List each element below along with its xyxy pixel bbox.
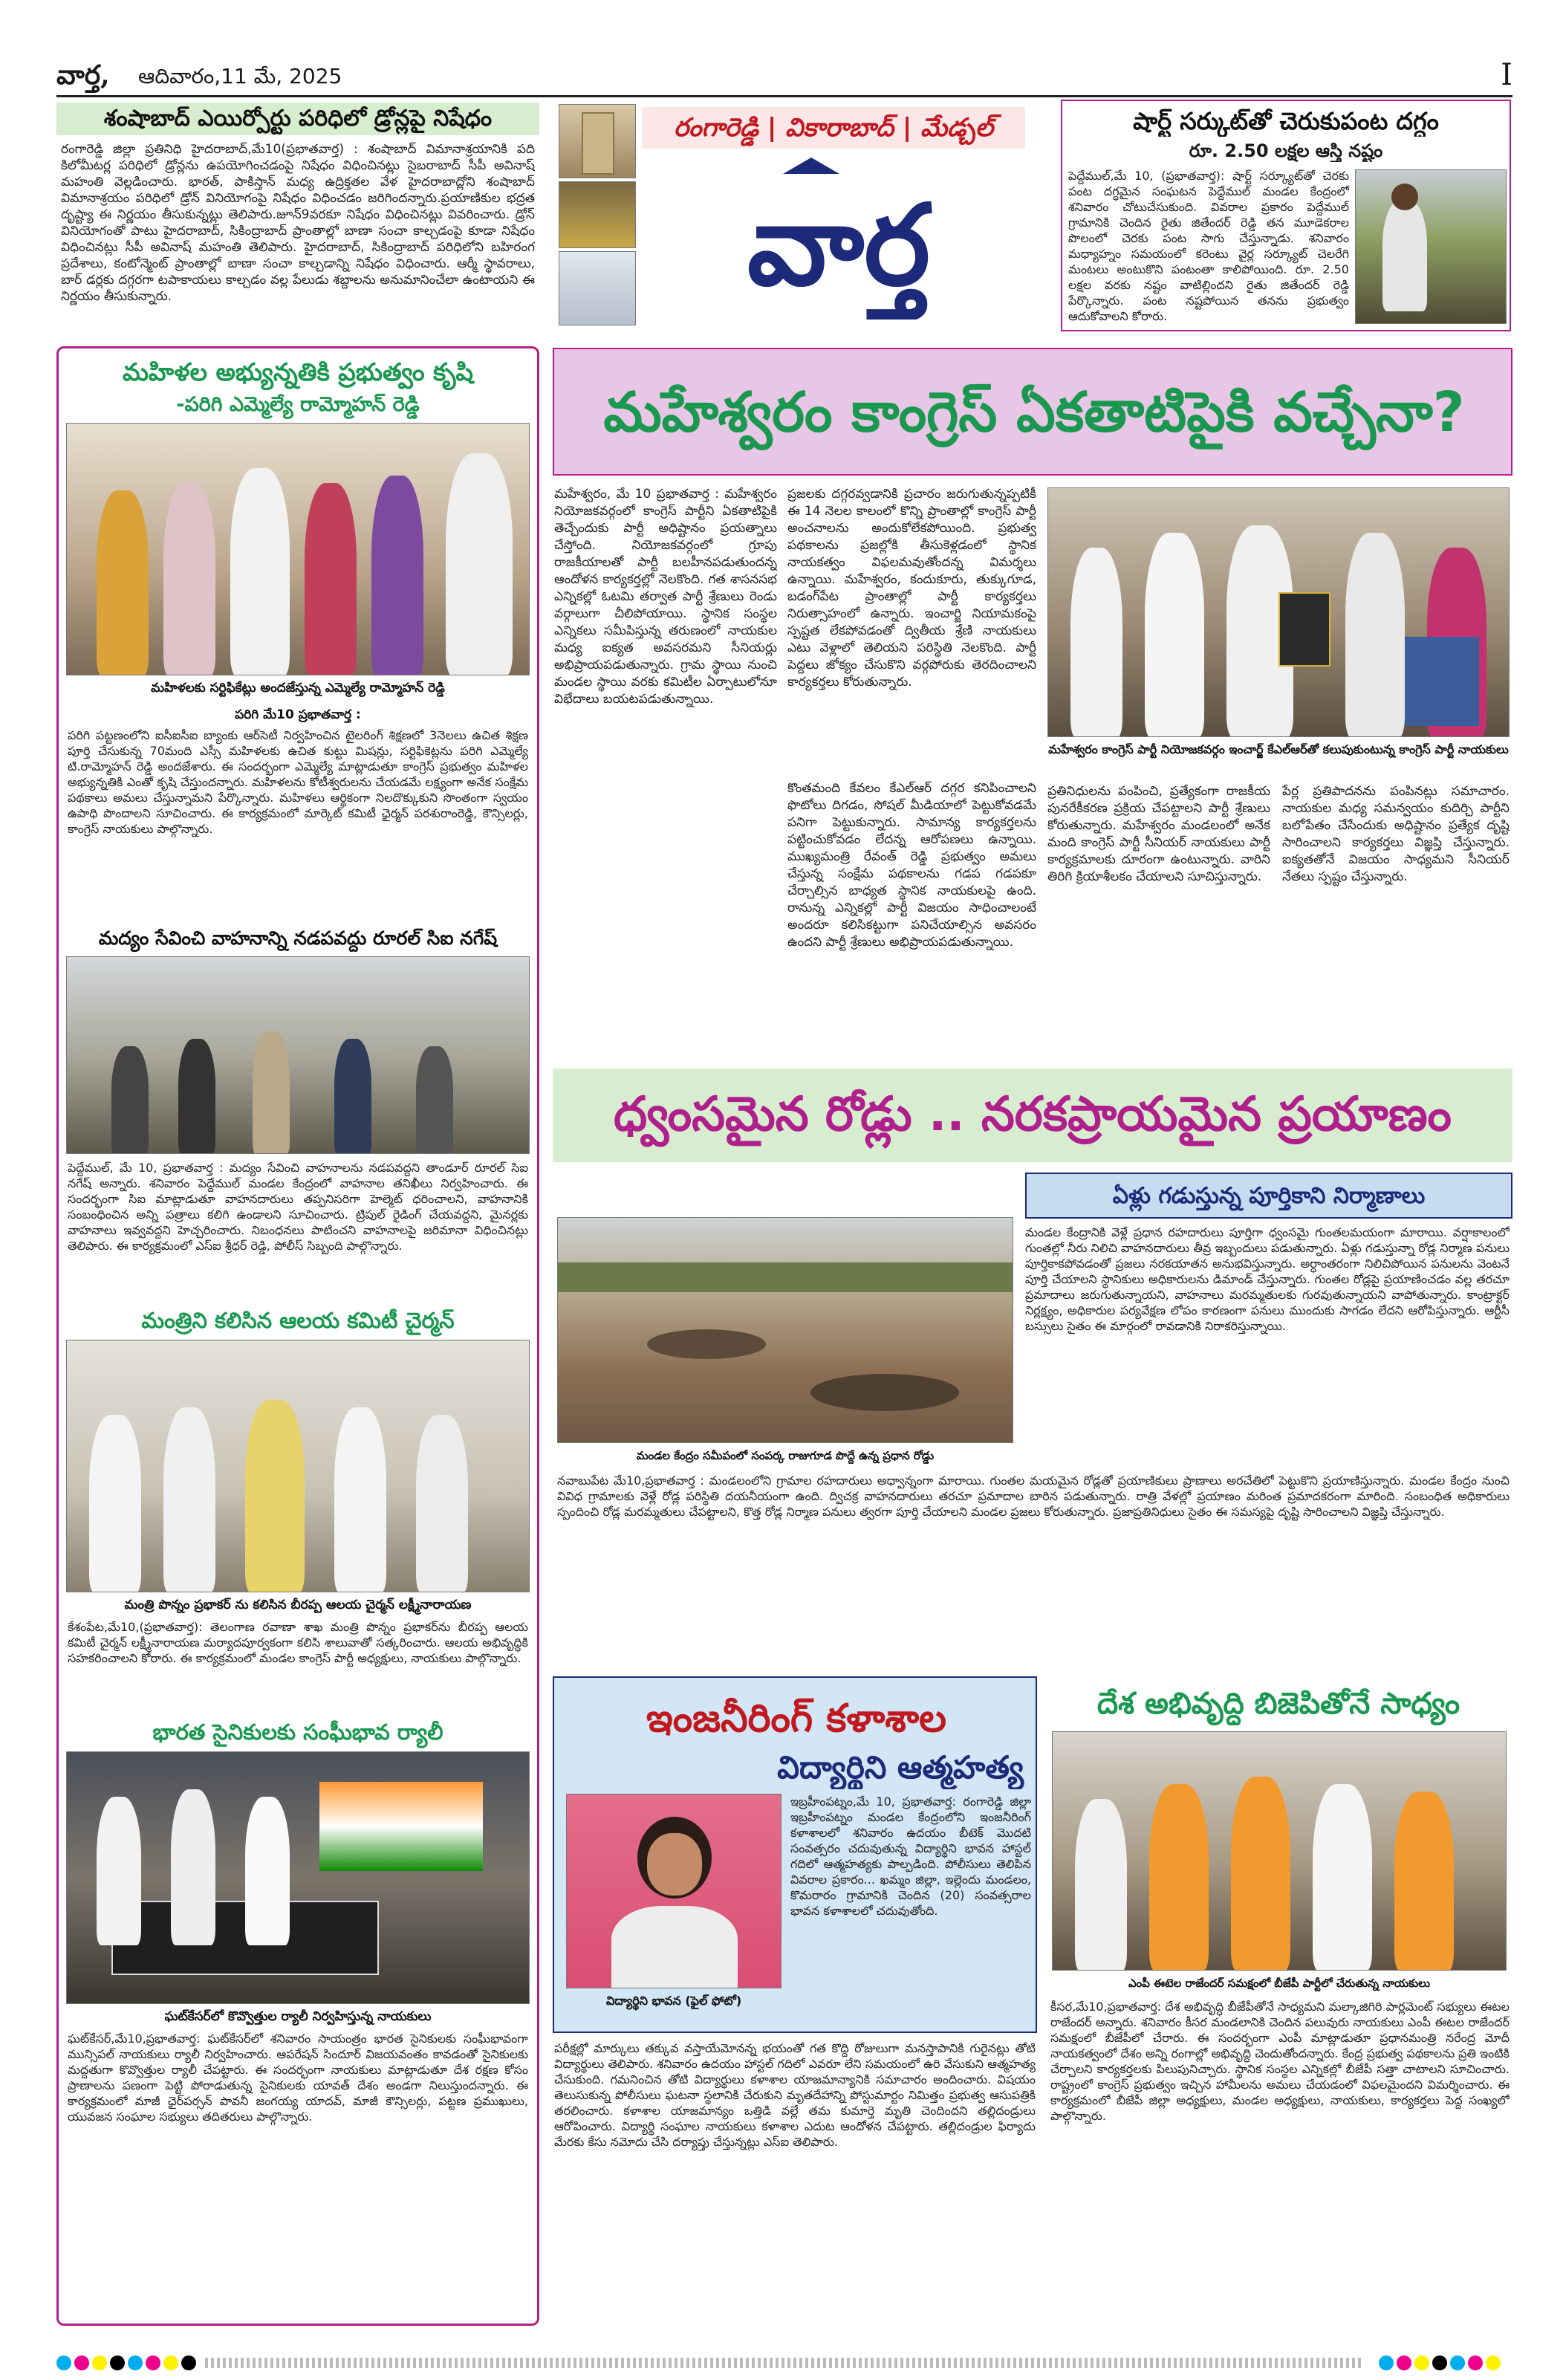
bjp-photo — [1052, 1731, 1507, 1971]
rural-ci-body: పెద్దేముల్, మే 10, ప్రభాతవార్త : మద్యం సేవించి వాహనాలను నడపవద్దని తాండూర్ రూరల్ సిఐ నగేష్ అన్నారు. శనివారం పెద్దేముల్ మండల కేంద్రంలో వాహనాల తనిఖీలు నిర్వహించారు. ఈ సందర్భంగా సిఐ మాట్లాడుతూ వాహనదారులు తప్పనిసరిగా హెల్మెట్ ధరించాలని, వాహనానికి సంబంధించిన అన్ని పత్రాలు కలిగి ఉండాలని సూచించారు. ట్రిపుల్ రైడింగ్ చేయవద్దని, మైనర్లకు వాహనాలు ఇవ్వవద్దని హెచ్చరించారు. నిబంధనలు పాటించని వాహనాలపై జరిమానా విధించినట్లు తెలిపారు. ఈ కార్యక్రమంలో ఎస్ఐ శ్రీధర్ రెడ్డి, పోలీస్ సిబ్బంది పాల్గొన్నారు. — [68, 1161, 528, 1253]
engineering-side-body: ఇబ్రహీంపట్నం,మే 10, ప్రభాతవార్త: రంగారెడ్డి జిల్లా ఇబ్రహీంపట్నం మండల కేంద్రంలోని ఇంజనీరింగ్ కళాశాలలో శనివారం ఉదయం బీటెక్ మొదటి సంవత్సరం చదువుతున్న విద్యార్థిని భావన హాస్టల్ గదిలో ఆత్మహత్యకు పాల్పడింది. పోలీసులు తెలిపిన వివరాల ప్రకారం... ఖమ్మం జిల్లా, ఇల్లెందు మండలం, కొమరారం గ్రామానికి చెందిన (20) సంవత్సరాల భావన కళాశాలలో చదువుతోంది. — [790, 1794, 1031, 1918]
maheshwaram-caption: మహేశ్వరం కాంగ్రెస్ పార్టీ నియోజకవర్గం ఇంచార్జ్ కేఎల్ఆర్‌తో కలుపుకుంటున్న కాంగ్రెస్ పార్టీ నాయకులు — [1048, 742, 1509, 756]
shamshabad-headline: శంషాబాద్ ఎయిర్పోర్టు పరిధిలో డ్రోన్లపై నిషేధం — [56, 103, 539, 135]
rural-ci-photo — [66, 956, 530, 1154]
roads-photo — [557, 1217, 1013, 1443]
engineering-photo — [566, 1794, 782, 1988]
crop-fire-photo — [1355, 169, 1507, 324]
temple-photo — [559, 104, 636, 178]
roads-right-body: మండల కేంద్రానికి వెళ్లే ప్రధాన రహదారులు పూర్తిగా ధ్వంసమై గుంతలమయంగా మారాయి. వర్షాకాలంలో గుంతల్లో నీరు నిలిచి వాహనదారులు తీవ్ర ఇబ్బందులు పడుతున్నారు. ఏళ్లు గడుస్తున్నా రోడ్ల నిర్మాణ పనులు పూర్తికాకపోవడంతో ప్రజలు నరకయాతన అనుభవిస్తున్నారు. అర్ధాంతరంగా నిలిచిపోయిన పనులను వెంటనే పూర్తి చేయాలని స్థానికులు అధికారులను డిమాండ్ చేస్తున్నారు. గుంతల రోడ్లపై ప్రయాణించడం వల్ల తరచూ ప్రమాదాలు జరుగుతున్నాయని, వాహనాలు మరమ్మతులకు గురవుతున్నాయని వాపోతున్నారు. కాంట్రాక్టర్ నిర్లక్ష్యం, అధికారుల పర్యవేక్షణ లోపం కారణంగా పనులు ముందుకు సాగడం లేదని ఆరోపిస్తున్నారు. ఆర్టీసీ బస్సులు సైతం ఈ మార్గంలో రావడానికి నిరాకరిస్తున్నాయి. — [1025, 1225, 1510, 1333]
shamshabad-body: రంగారెడ్డి జిల్లా ప్రతినిధి హైదరాబాద్,మే10(ప్రభాతవార్త) : శంషాబాద్ విమానాశ్రయానికి పది కిలోమీటర్ల పరిధిలో డ్రోన్లను ఉపయోగించడంపై నిషేధం విధించినట్లు సైబరాబాద్ సీపీ అవినాష్ మహంతి వెల్లడించారు. భారత్, పాకిస్తాన్ మధ్య ఉద్రిక్తతల వేళ హైదరాబాద్లోని శంషాబాద్ విమానాశ్రయం పరిధిలో డ్రోన్ వినియోగంపై నిషేధం విధించడం జరిగిందన్నారు.ప్రయాణికుల భద్రత దృష్ట్యా ఈ నిర్ణయం తీసుకున్నట్లు తెలిపారు.జూన్9వరకూ నిషేధం విధించినట్లు వివరించారు. డ్రోన్ వినియోగంతో పాటు హైదరాబాద్, సికింద్రాబాద్ ప్రాంతాల్లో బాణా సంచా కాల్చడంపై కూడా నిషేధం విధించినట్లు సీపీ అవినాష్ మహంతి తెలిపారు. హైదరాబాద్, సికింద్రాబాద్ పరిధిలోని బహిరంగ ప్రదేశాలు, కంటోన్మెంట్ ప్రాంతాల్లో బాణా సంచా కాల్చడాన్ని నిషేధం విధించారు. ఆర్మీ స్థావరాలు, బార్ డర్లకు దగ్గరగా టపాకాయలు కాల్చడం వల్ల పేలుడు శబ్దాలను అనుమానించేలా ఉంటాయని ఈ నిర్ణయం తీసుకున్నారు. — [61, 142, 535, 304]
maheshwaram-col1: మహేశ్వరం, మే 10 ప్రభాతవార్త : మహేశ్వరం నియోజకవర్గంలో కాంగ్రెస్ పార్టీని ఏకతాటిపైకి తెచ్చేందుకు పార్టీ అధిష్టానం ప్రయత్నాలు చేస్తోంది. నియోజకవర్గంలో గ్రూపు రాజకీయాలతో పార్టీ బలహీనపడుతుందన్న ఆందోళన కార్యకర్తల్లో నెలకొంది. గత శాసనసభ ఎన్నికల్లో ఓటమి తర్వాత పార్టీ శ్రేణులు రెండు వర్గాలుగా చీలిపోయాయి. స్థానిక సంస్థల ఎన్నికలు సమీపిస్తున్న తరుణంలో నాయకుల మధ్య ఐక్యత అవసరమని సీనియర్లు అభిప్రాయపడుతున్నారు. గ్రామ స్థాయి నుంచి మండల స్థాయి వరకు కమిటీల ఏర్పాటులోనూ విభేదాలు బయటపడుతున్నాయి. — [554, 487, 777, 707]
crop-fire-article — [1061, 100, 1511, 331]
army-headline: భారత సైనికులకు సంఘీభావ ర్యాలీ — [152, 1719, 443, 1745]
bjp-body: కీసర,మే10,ప్రభాతవార్త: దేశ అభివృద్ధి బీజేపీతోనే సాధ్యమని మల్కాజిగిరి పార్లమెంట్ సభ్యులు ఈటల రాజేందర్ అన్నారు. శనివారం కీసర మండలానికి చెందిన పలువురు నాయకులు ఎంపీ ఈటల రాజేందర్ సమక్షంలో బీజేపీలో చేరారు. ఈ సందర్భంగా ఎంపీ మాట్లాడుతూ ప్రధానమంత్రి నరేంద్ర మోదీ నాయకత్వంలో దేశం అన్ని రంగాల్లో అభివృద్ధి చెందుతోందన్నారు. కేంద్ర ప్రభుత్వ పథకాలను ప్రతి ఇంటికి చేర్చాలని కార్యకర్తలకు పిలుపునిచ్చారు. స్థానిక సంస్థల ఎన్నికల్లో బీజేపీ సత్తా చాటాలని సూచించారు. రాష్ట్రంలో కాంగ్రెస్ ప్రభుత్వం ఇచ్చిన హామీలను అమలు చేయడంలో విఫలమైందని విమర్శించారు. ఈ కార్యక్రమంలో బీజేపీ జిల్లా అధ్యక్షులు, మండల అధ్యక్షులు, నాయకులు, కార్యకర్తలు పెద్ద సంఖ్యలో పాల్గొన్నారు. — [1050, 2000, 1510, 2123]
temple-caption: మంత్రి పొన్నం ప్రభాకర్ ను కలిసిన బీరప్ప ఆలయ చైర్మన్ లక్ష్మీనారాయణ — [124, 1598, 472, 1612]
roads-headline-box — [553, 1069, 1512, 1162]
temple-photo-2 — [66, 1340, 530, 1592]
maheshwaram-col3: కొంతమంది కేవలం కేఎల్ఆర్ దగ్గర కనిపించాలని ఫొటోలు దిగడం, సోషల్ మీడియాలో పెట్టుకోవడమే పనిగా పెట్టుకున్నారు. సామాన్య కార్యకర్తలను పట్టించుకోవడం లేదన్న ఆరోపణలు ఉన్నాయి. ముఖ్యమంత్రి రేవంత్ రెడ్డి ప్రభుత్వం అమలు చేస్తున్న సంక్షేమ పథకాలను గడప గడపకూ చేర్చాల్సిన బాధ్యత స్థానిక నాయకులపై ఉంది. రానున్న ఎన్నికల్లో పార్టీ విజయం సాధించాలంటే అందరూ కలిసికట్టుగా పనిచేయాల్సిన అవసరం ఉందని పార్టీ శ్రేణులు అభిప్రాయపడుతున్నాయి. — [787, 781, 1036, 950]
women-caption: మహిళలకు సర్టిఫికేట్లు అందజేస్తున్న ఎమ్మెల్యే రామ్మోహన్ రెడ్డి — [151, 681, 445, 695]
paper-name: వార్త, — [56, 59, 110, 91]
left-column-box — [56, 346, 539, 2326]
women-headline: మహిళల అభ్యున్నతికి ప్రభుత్వం కృషి — [122, 357, 474, 386]
header-rule — [56, 95, 1512, 97]
page-number: I — [1501, 58, 1512, 92]
maheshwaram-headline: మహేశ్వరం కాంగ్రెస్ ఏకతాటిపైకి వచ్చేనా? — [603, 380, 1465, 444]
rural-ci-headline: మద్యం సేవించి వాహనాన్ని నడపవద్దు రూరల్ సిఐ నగేష్ — [98, 927, 498, 949]
engineering-caption: విద్యార్థిని భావన (ఫైల్ ఫోటో) — [605, 1994, 742, 2008]
registration-bar — [56, 2354, 1512, 2372]
maheshwaram-headline-box — [553, 348, 1512, 476]
roads-subhead-box — [1025, 1173, 1512, 1219]
women-subhead: -పరిగి ఎమ్మెల్యే రామ్మోహన్ రెడ్డి — [176, 393, 420, 416]
women-body: పరిగి పట్టణంలోని ఐసీఐసీఐ బ్యాంకు ఆర్‌సెటీ నిర్వహించిన టైలరింగ్ శిక్షణలో 3నెలలు ఉచిత శిక్షణ పూర్తి చేసుకున్న 70మంది ఎస్సీ మహిళలకు ఉచిత కుట్టు మిషన్లు, సర్టిఫికెట్లను పరిగి ఎమ్మెల్యే టి.రామ్మోహన్ రెడ్డి అందజేశారు. ఈ సందర్భంగా ఎమ్మెల్యే మాట్లాడుతూ కాంగ్రెస్ ప్రభుత్వం మహిళల అభ్యున్నతికి ఎంతో కృషి చేస్తుందన్నారు. మహిళలను కోటీశ్వరులను చేయడమే లక్ష్యంగా అనేక సంక్షేమ పథకాలు అమలు చేస్తున్నామని పేర్కొన్నారు. మహిళలు ఆర్థికంగా నిలదొక్కుకుని సొంతంగా స్వయం ఉపాధి పొందాలని సూచించారు. ఈ కార్యక్రమంలో మార్కెట్ కమిటీ ఛైర్మన్ పరశురాంరెడ్డి, కౌన్సిలర్లు, కాంగ్రెస్ నాయకులు పాల్గొన్నారు. — [68, 728, 528, 836]
engineering-body: పరీక్షల్లో మార్కులు తక్కువ వస్తాయేమోనన్న భయంతో గత కొద్ది రోజులుగా మనస్తాపానికి గురైనట్లు తోటి విద్యార్థులు తెలిపారు. శనివారం ఉదయం హాస్టల్ గదిలో ఎవరూ లేని సమయంలో ఉరి వేసుకుని ఆత్మహత్య చేసుకుంది. గమనించిన తోటి విద్యార్థులు కళాశాల యాజమాన్యానికి సమాచారం అందించారు. విషయం తెలుసుకున్న పోలీసులు ఘటనా స్థలానికి చేరుకుని మృతదేహాన్ని పోస్టుమార్టం నిమిత్తం ప్రభుత్వ ఆసుపత్రికి తరలించారు. కళాశాల యాజమాన్యం ఒత్తిడి వల్లే తమ కుమార్తె మృతి చెందిందని తల్లిదండ్రులు ఆరోపించారు. విద్యార్థి సంఘాల నాయకులు కళాశాల ఎదుట ఆందోళన చేపట్టారు. తల్లిదండ్రుల ఫిర్యాదు మేరకు కేసు నమోదు చేసి దర్యాప్తు చేస్తున్నట్లు ఎస్ఐ తెలిపారు. — [554, 2041, 1036, 2149]
army-photo — [66, 1751, 530, 2004]
deity-photo — [559, 181, 636, 248]
page-header — [56, 53, 1512, 95]
roads-caption: మండల కేంద్రం సమీపంలో సంపర్క రాజుగూడ పొద్దే ఉన్న ప్రధాన రోడ్డు — [636, 1449, 935, 1462]
women-dateline: పరిగి మే10 ప్రభాతవార్త : — [235, 707, 361, 722]
army-body: ఘట్‌కేసర్,మే10,ప్రభాతవార్త: ఘట్‌కేసర్‌లో శనివారం సాయంత్రం భారత సైనికులకు సంఘీభావంగా మున్సిపల్ నాయకులు ర్యాలీ నిర్వహించారు. ఆపరేషన్ సిందూర్ విజయవంతం కావడంతో సైనికులకు మద్దతుగా కొవ్వొత్తుల ర్యాలీ చేపట్టారు. ఈ సందర్భంగా నాయకులు మాట్లాడుతూ దేశ రక్షణ కోసం ప్రాణాలను పణంగా పెట్టి పోరాడుతున్న సైనికులకు యావత్ దేశం అండగా నిలుస్తుందన్నారు. ఈ కార్యక్రమంలో మాజీ ఛైర్‌పర్సన్ పావనీ జంగయ్య యాదవ్, మాజీ కౌన్సిలర్లు, పట్టణ ప్రముఖులు, యువజన సంఘాల సభ్యులు తదితరులు పాల్గొన్నారు. — [68, 2032, 528, 2124]
temple-headline: మంత్రిని కలిసిన ఆలయ కమిటీ చైర్మన్ — [141, 1308, 455, 1333]
roads-bottom-body: నవాబుపేట మే10,ప్రభాతవార్త : మండలంలోని గ్రామాల రహదారులు అధ్వాన్నంగా మారాయి. గుంతల మయమైన రోడ్లతో ప్రయాణికులు ప్రాణాలు అరచేతిలో పెట్టుకొని ప్రయాణిస్తున్నారు. మండల కేంద్రం నుంచి వివిధ గ్రామాలకు వెళ్లే రోడ్ల పరిస్థితి దయనీయంగా ఉంది. ద్విచక్ర వాహనదారులు తరచూ ప్రమాదాల బారిన పడుతున్నారు. రాత్రి వేళల్లో ప్రయాణం మరింత ప్రమాదకరంగా మారింది. సంబంధిత అధికారులు స్పందించి రోడ్ల మరమ్మతులు చేపట్టాలని, కొత్త రోడ్ల నిర్మాణ పనులు త్వరగా పూర్తి చేయాలని మండల ప్రజలు కోరుతున్నారు. ప్రజాప్రతినిధులు సైతం ఈ సమస్యపై దృష్టి సారించాలని విజ్ఞప్తి చేస్తున్నారు. — [557, 1473, 1510, 1519]
bjp-headline: దేశ అభివృద్ధి బిజెపితోనే సాధ్యం — [1096, 1687, 1460, 1721]
shamshabad-article — [56, 100, 539, 331]
maheshwaram-col5: పేర్ల ప్రతిపాదనను పంపినట్లు సమాచారం. నాయకుల మధ్య సమన్వయం కుదిర్చి పార్టీని బలోపేతం చేసేందుకు అధిష్టానం ప్రత్యేక దృష్టి సారించాలని కార్యకర్తలు విజ్ఞప్తి చేస్తున్నారు. ఐక్యతతోనే విజయం సాధ్యమని సీనియర్ నేతలు స్పష్టం చేస్తున్నారు. — [1282, 784, 1510, 884]
engineering-headline: ఇంజనీరింగ్ కళాశాల — [646, 1696, 947, 1741]
crop-fire-body: పెద్దేముల్,మే 10, (ప్రభాతవార్త): షార్ట్ సర్క్యూట్‌తో చెరకు పంట దగ్ధమైన సంఘటన పెద్దేముల్ మండల కేంద్రంలో శనివారం చోటుచేసుకుంది. వివరాల ప్రకారం పెద్దేముల్ గ్రామానికి చెందిన రైతు జితేందర్ రెడ్డి తన మూడెకరాల పొలంలో చెరకు పంట సాగు చేస్తున్నాడు. శనివారం మధ్యాహ్నం సమయంలో కరెంటు వైర్ల సర్క్యూట్ చెలరేగి మంటలు అంటుకొని పంటంతా కాలిపోయింది. రూ. 2.50 లక్షల వరకు నష్టం వాటిల్లిందని రైతు జితేందర్ రెడ్డి పేర్కొన్నారు. పంట నష్టపోయిన తనను ప్రభుత్వం ఆదుకోవాలని కోరారు. — [1068, 169, 1349, 323]
crop-fire-subhead: రూ. 2.50 లక్షల ఆస్తి నష్టం — [1189, 140, 1383, 161]
masthead-regions: రంగారెడ్డి | వికారాబాద్ | మేడ్చల్ — [642, 107, 1025, 149]
bjp-caption: ఎంపీ ఈటెల రాజేందర్ సమక్షంలో బీజేపీ పార్టీలో చేరుతున్న నాయకులు — [1128, 1977, 1431, 1990]
masthead-logo: వార్త — [747, 180, 931, 311]
engineering-subhead: విద్యార్థిని ఆత్మహత్య — [777, 1749, 1024, 1786]
maheshwaram-col4: ప్రతినిధులను పంపించి, ప్రత్యేకంగా రాజకీయ పునరేకీకరణ ప్రక్రియ చేపట్టాలని పార్టీ శ్రేణులు కోరుతున్నారు. మహేశ్వరం మండలంలో అనేక మంది కాంగ్రెస్ పార్టీ సీనియర్ నాయకులు పార్టీ కార్యక్రమాలకు దూరంగా ఉంటున్నారు. వారిని తిరిగి క్రియాశీలకం చేయాలని సూచిస్తున్నారు. — [1047, 784, 1270, 884]
maheshwaram-photo — [1047, 487, 1510, 737]
issue-date: ఆదివారం,11 మే, 2025 — [138, 64, 342, 88]
women-photo — [66, 423, 530, 675]
roads-subhead: ఏళ్లు గడుస్తున్న పూర్తికాని నిర్మాణాలు — [1112, 1183, 1426, 1209]
roads-headline: ధ్వంసమైన రోడ్లు .. నరకప్రాయమైన ప్రయాణం — [613, 1087, 1452, 1142]
maheshwaram-col2: ప్రజలకు దగ్గరవ్వడానికి ప్రచారం జరుగుతున్నప్పటికీ ఈ 14 నెలల కాలంలో కొన్ని ప్రాంతాల్లో కాంగ్రెస్ పార్టీ అంచనాలను అందుకోలేకపోయింది. ప్రభుత్వ పథకాలను ప్రజల్లోకి తీసుకెళ్లడంలో స్థానిక నాయకత్వం విఫలమవుతోందన్న విమర్శలు ఉన్నాయి. మహేశ్వరం, కందుకూరు, తుక్కుగూడ, బడంగ్‌పేట ప్రాంతాల్లో పార్టీ కార్యకర్తలు నిరుత్సాహంలో ఉన్నారు. ఇంచార్జి నియామకంపై స్పష్టత లేకపోవడంతో ద్వితీయ శ్రేణి నాయకులు ఎటు వెళ్లాలో తెలియని పరిస్థితి నెలకొంది. పార్టీ పెద్దలు జోక్యం చేసుకొని వర్గపోరుకు తెరదించాలని కార్యకర్తలు కోరుతున్నారు. — [787, 487, 1036, 690]
crop-fire-headline: షార్ట్ సర్కుట్‌తో చెరుకుపంట దగ్ధం — [1133, 107, 1439, 135]
temple-body: కేశంపేట,మే10,(ప్రభాతవార్త): తెలంగాణ రవాణా శాఖ మంత్రి పొన్నం ప్రభాకర్‌ను బీరప్ప ఆలయ కమిటీ చైర్మన్ లక్ష్మీనారాయణ మర్యాదపూర్వకంగా కలిసి శాలువాతో సత్కరించారు. ఆలయ అభివృద్ధికి సహకరించాలని కోరారు. ఈ కార్యక్రమంలో మండల కాంగ్రెస్ పార్టీ అధ్యక్షులు, నాయకులు పాల్గొన్నారు. — [68, 1620, 528, 1665]
army-caption: ఘట్‌కేసర్‌లో కొవ్వొత్తుల ర్యాలీ నిర్వహిస్తున్న నాయకులు — [164, 2009, 432, 2024]
masthead — [553, 100, 1028, 331]
building-photo — [559, 251, 636, 325]
engineering-article — [553, 1676, 1037, 2033]
